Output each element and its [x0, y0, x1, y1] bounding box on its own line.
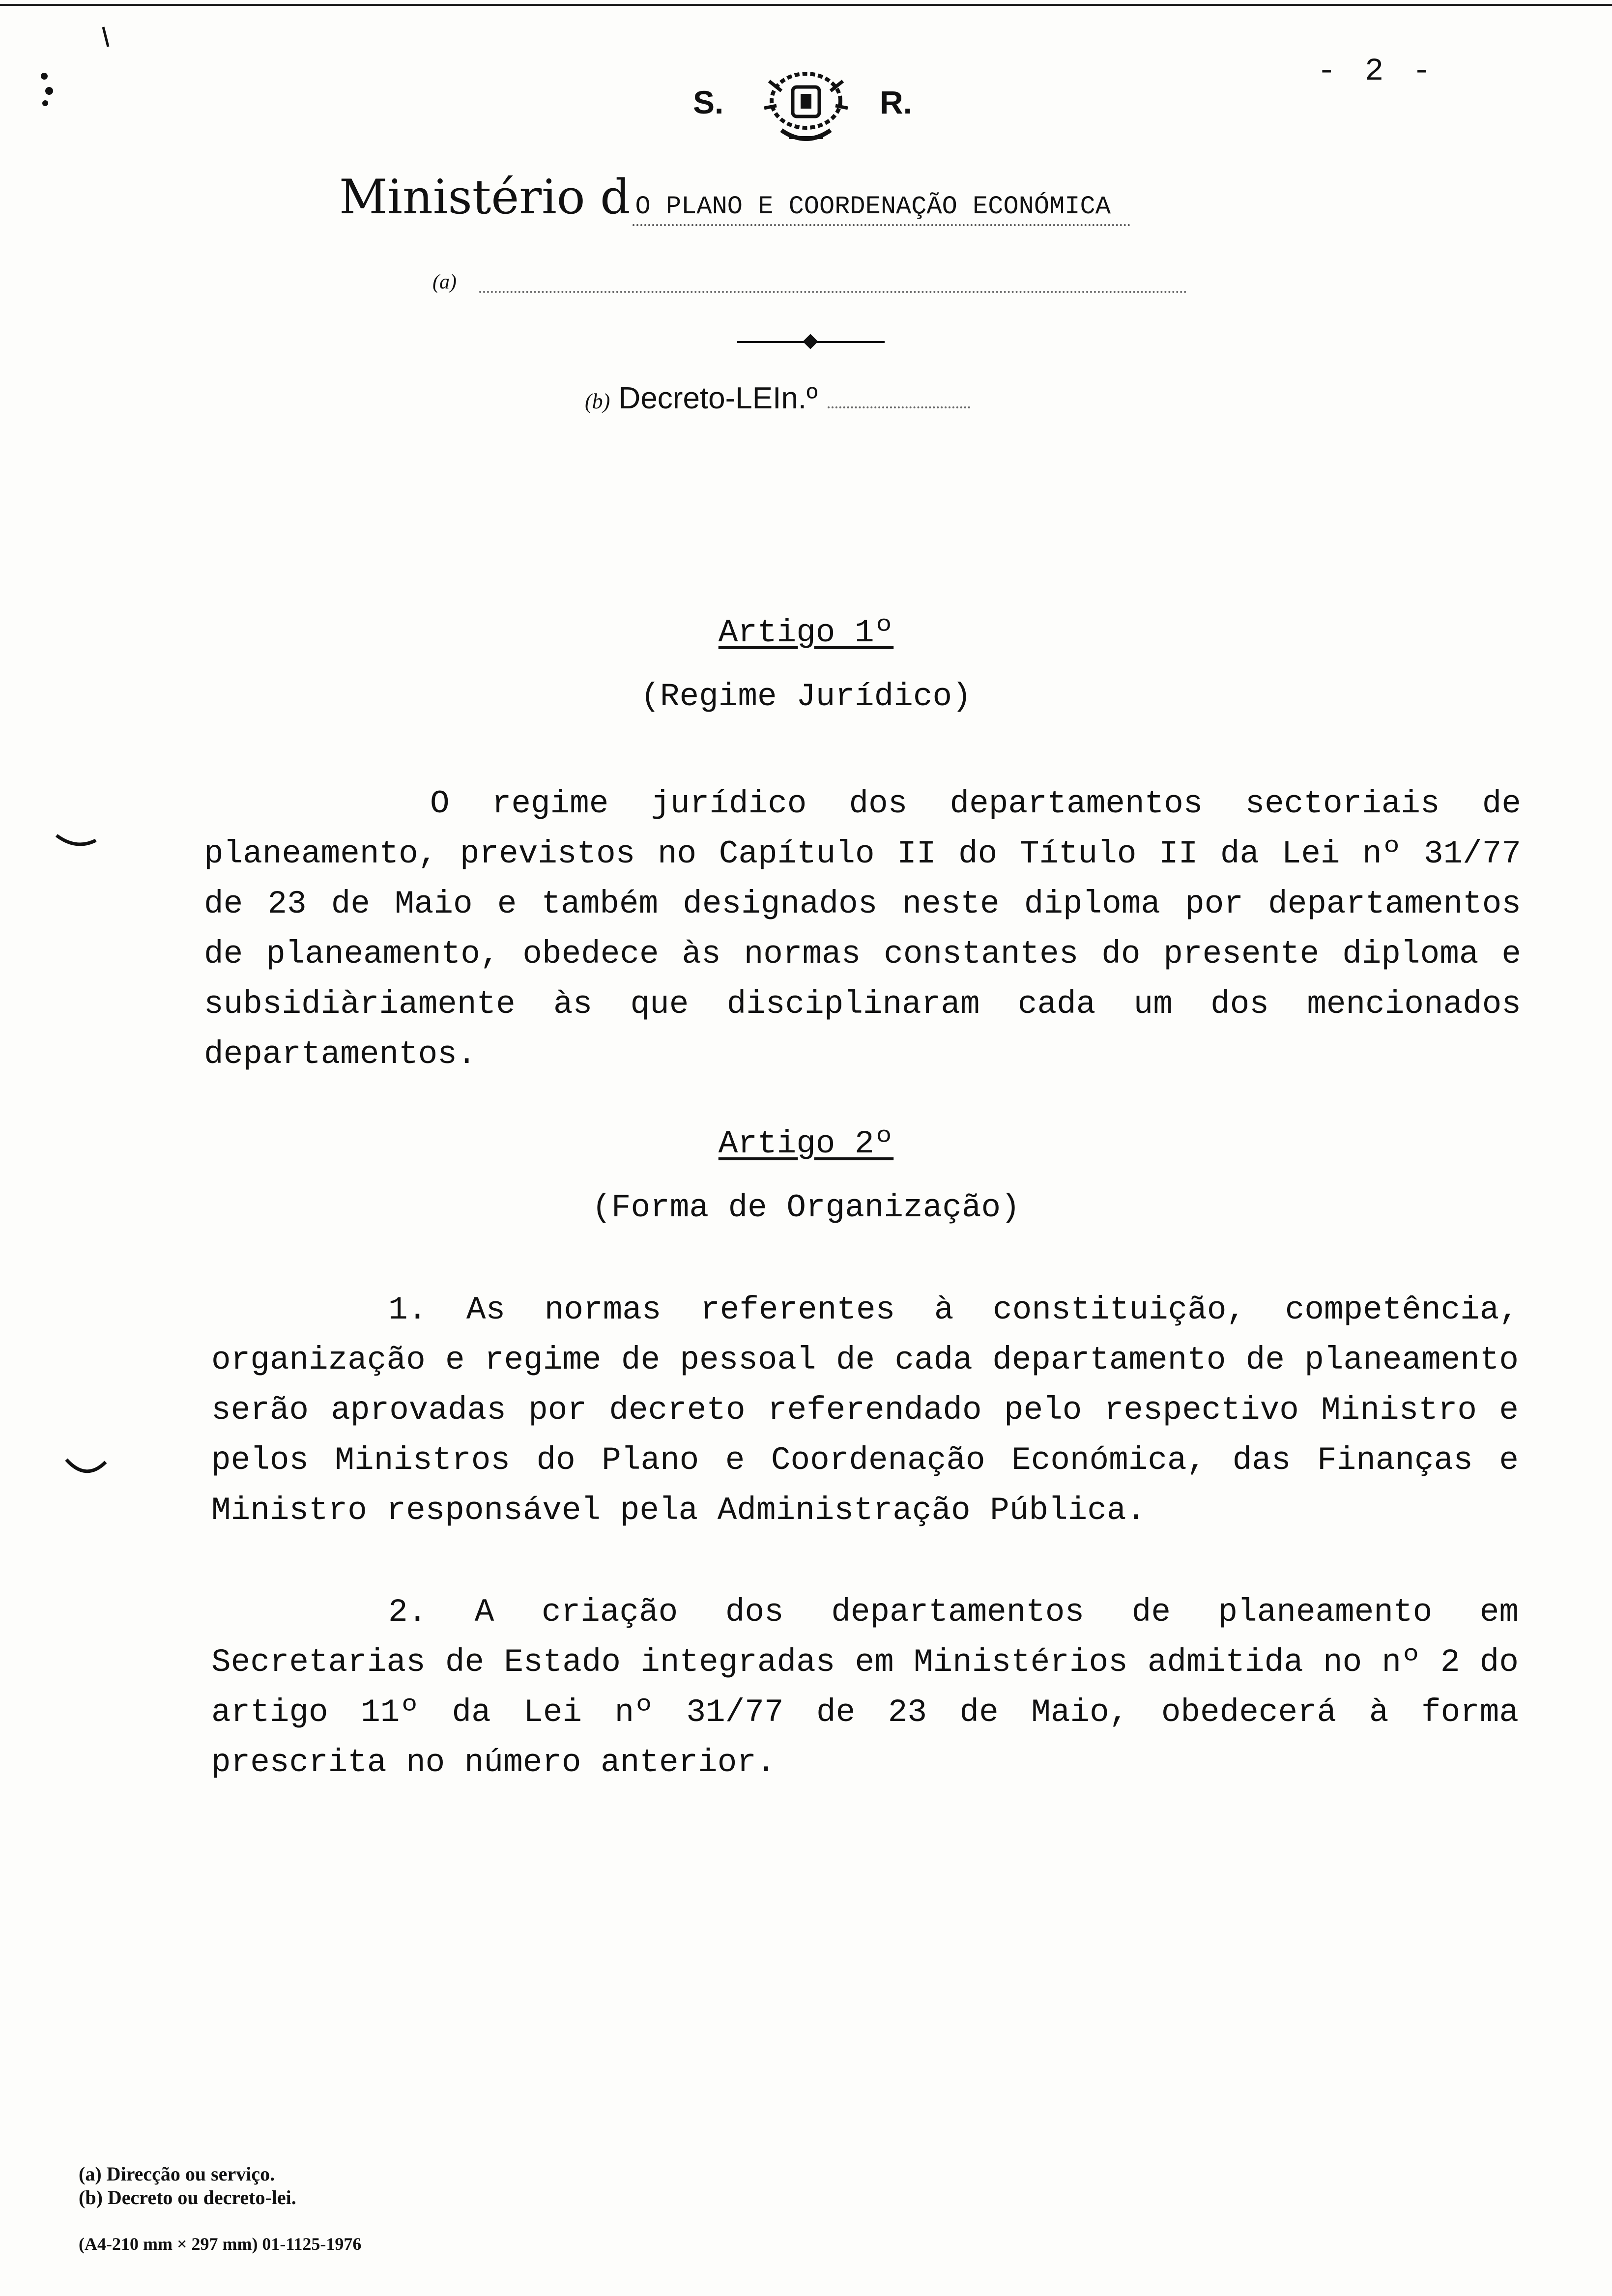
line-a-label: (a) [432, 271, 457, 293]
sr-right-letter: R. [880, 84, 912, 120]
article-2-subtitle: (Forma de Organização) [592, 1189, 1020, 1226]
binding-hole-mark [64, 1455, 108, 1479]
decree-label: Decreto-LEIn.º [618, 381, 818, 415]
form-code: (A4-210 mm × 297 mm) 01-1125-1976 [79, 2234, 362, 2254]
coat-of-arms-emblem [754, 66, 858, 150]
ministry-heading [339, 170, 1130, 226]
article-2-paragraph-2: 2. A criação dos departamentos de planeamento em Secretarias de Estado integradas em Ministérios admitida no nº 2 do artigo 11º da Lei nº 31/77 de 23 de Maio, obedecerá à forma prescrita no número anterior. [211, 1594, 1519, 1781]
footnote-b: (b) Decreto ou decreto-lei. [79, 2186, 296, 2209]
line-a-blank-field [479, 291, 1187, 293]
scan-speck [98, 25, 118, 54]
page-number: - 2 - [1317, 54, 1437, 89]
footnote-a: (a) Direcção ou serviço. [79, 2163, 275, 2185]
ornament-divider [737, 339, 885, 345]
top-border-line [0, 4, 1612, 6]
decree-line [585, 381, 970, 416]
ministry-prefix: Ministério d [339, 170, 631, 225]
decree-note-marker: (b) [585, 389, 610, 413]
scan-speck [34, 69, 59, 113]
article-2-paragraph-1: 1. As normas referentes à constituição, competência, organização e regime de pessoal de cada departamento de planeamento serão aprovadas por decreto referendado pelo respectivo Ministro e pelos Ministros do Plano e Coordenação Económica, das Finanças e Ministro responsável pela Administração Pública. [211, 1292, 1519, 1529]
article-1-paragraph: O regime jurídico dos departamentos sectoriais de planeamento, previstos no Capítulo II do Título II da Lei nº 31/77 de 23 de Maio e também designados neste diploma por departamentos de planeamento, obedece às normas constantes do presente diploma e subsidiàriamente às que disciplinaram cada um dos mencionados departamentos. [204, 785, 1521, 1073]
article-2-title: Artigo 2º [718, 1125, 894, 1162]
article-1-subtitle: (Regime Jurídico) [640, 678, 972, 715]
sr-left-letter: S. [693, 84, 724, 120]
article-1-title: Artigo 1º [718, 614, 894, 651]
decree-number-blank [828, 406, 970, 408]
footnotes [79, 2162, 296, 2210]
ministry-name-field: O PLANO E COORDENAÇÃO ECONÓMICA [633, 192, 1130, 226]
binding-hole-mark [54, 831, 98, 850]
